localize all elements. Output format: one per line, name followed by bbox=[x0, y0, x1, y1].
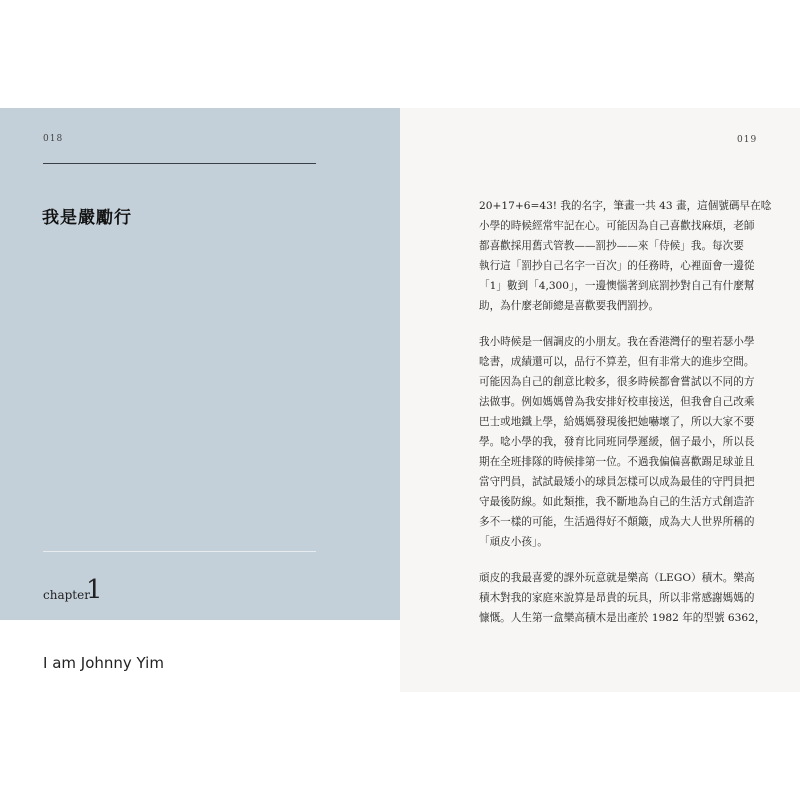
paragraph bbox=[479, 332, 759, 552]
chapter-title: 我是嚴勵行 bbox=[42, 208, 132, 228]
text-line: 「頑皮小孩」。 bbox=[479, 536, 548, 548]
text-line: 慷慨。人生第一盒樂高積木是出產於 1982 年的型號 6362， bbox=[479, 612, 766, 624]
text-line: 可能因為自己的創意比較多，很多時候都會嘗試以不同的方 bbox=[479, 376, 755, 388]
text-line: 積木對我的家庭來說算是昂貴的玩具，所以非常感謝媽媽的 bbox=[479, 592, 755, 604]
chapter-panel bbox=[0, 108, 400, 620]
text-line: 小學的時候經常牢記在心。可能因為自己喜歡找麻煩，老師 bbox=[479, 220, 755, 232]
text-line: 期在全班排隊的時候排第一位。不過我偏偏喜歡踢足球並且 bbox=[479, 456, 755, 468]
text-line: 20+17+6=43! 我的名字，筆畫一共 43 畫，這個號碼早在唸 bbox=[479, 200, 772, 212]
chapter-subtitle: I am Johnny Yim bbox=[43, 654, 164, 672]
text-line: 學。唸小學的我，發育比同班同學遲緩，個子最小，所以長 bbox=[479, 436, 755, 448]
paragraph bbox=[479, 568, 766, 628]
text-line: 多不一樣的可能，生活過得好不顛簸，成為大人世界所稱的 bbox=[479, 516, 755, 528]
right-page bbox=[400, 108, 800, 692]
text-line: 巴士或地鐵上學，給媽媽發現後把她嚇壞了，所以大家不要 bbox=[479, 416, 755, 428]
text-line: 「1」數到「4,300」，一邊懊惱著到底罰抄對自己有什麼幫 bbox=[479, 280, 755, 292]
text-line: 唸書，成績還可以，品行不算差，但有非常大的進步空間。 bbox=[479, 356, 755, 368]
paragraph bbox=[479, 196, 772, 316]
page-number-left: 018 bbox=[43, 134, 64, 144]
text-line: 頑皮的我最喜愛的課外玩意就是樂高（LEGO）積木。樂高 bbox=[479, 572, 755, 584]
page-number-right: 019 bbox=[737, 135, 758, 145]
top-divider bbox=[43, 163, 316, 164]
body-text bbox=[479, 196, 772, 644]
left-page bbox=[0, 108, 400, 692]
text-line: 我小時候是一個調皮的小朋友。我在香港灣仔的聖若瑟小學 bbox=[479, 336, 755, 348]
chapter-label: chapter bbox=[43, 588, 90, 602]
bottom-divider bbox=[43, 551, 316, 552]
text-line: 執行這「罰抄自己名字一百次」的任務時，心裡面會一邊從 bbox=[479, 260, 755, 272]
text-line: 助，為什麼老師總是喜歡要我們罰抄。 bbox=[479, 300, 660, 312]
text-line: 法做事。例如媽媽曾為我安排好校車接送，但我會自己改乘 bbox=[479, 396, 755, 408]
book-spread bbox=[0, 108, 800, 692]
text-line: 當守門員，試試最矮小的球員怎樣可以成為最佳的守門員把 bbox=[479, 476, 755, 488]
text-line: 守最後防線。如此類推，我不斷地為自己的生活方式創造許 bbox=[479, 496, 755, 508]
chapter-number: 1 bbox=[86, 575, 103, 605]
text-line: 都喜歡採用舊式管教——罰抄——來「侍候」我。每次要 bbox=[479, 240, 744, 252]
